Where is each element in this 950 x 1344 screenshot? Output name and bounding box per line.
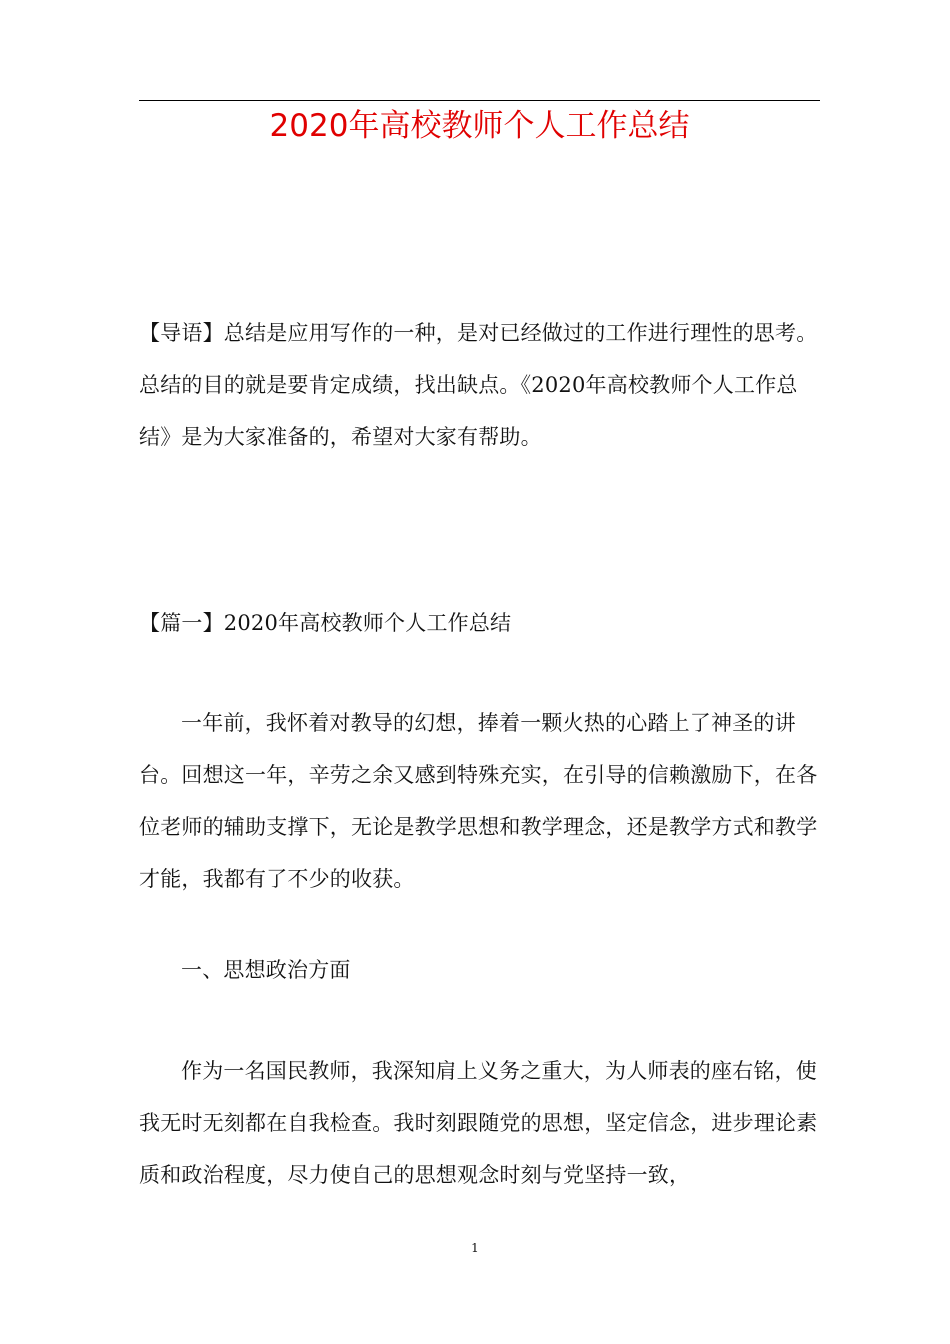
intro-paragraph: 【导语】总结是应用写作的一种，是对已经做过的工作进行理性的思考。总结的目的就是要肯定成绩，找出缺点。《2020年高校教师个人工作总结》是为大家准备的，希望对大家有帮助。 — [139, 321, 818, 449]
section-heading: 【篇一】2020年高校教师个人工作总结 — [139, 611, 512, 635]
body-paragraph-1: 一年前，我怀着对教导的幻想，捧着一颗火热的心踏上了神圣的讲台。回想这一年，辛劳之余又感到特殊充实，在引导的信赖激励下，在各位老师的辅助支撑下，无论是教学思想和教学理念，还是教学方式和教学才能，我都有了不少的收获。 — [139, 711, 818, 891]
page-number: 1 — [471, 1241, 479, 1255]
header-rule — [139, 100, 820, 101]
subheading-politics: 一、思想政治方面 — [181, 958, 351, 982]
document-title: 2020年高校教师个人工作总结 — [269, 108, 690, 144]
body-paragraph-2: 作为一名国民教师，我深知肩上义务之重大，为人师表的座右铭，使我无时无刻都在自我检查。我时刻跟随党的思想，坚定信念，进步理论素质和政治程度，尽力使自己的思想观念时刻与党坚持一致， — [139, 1059, 818, 1187]
